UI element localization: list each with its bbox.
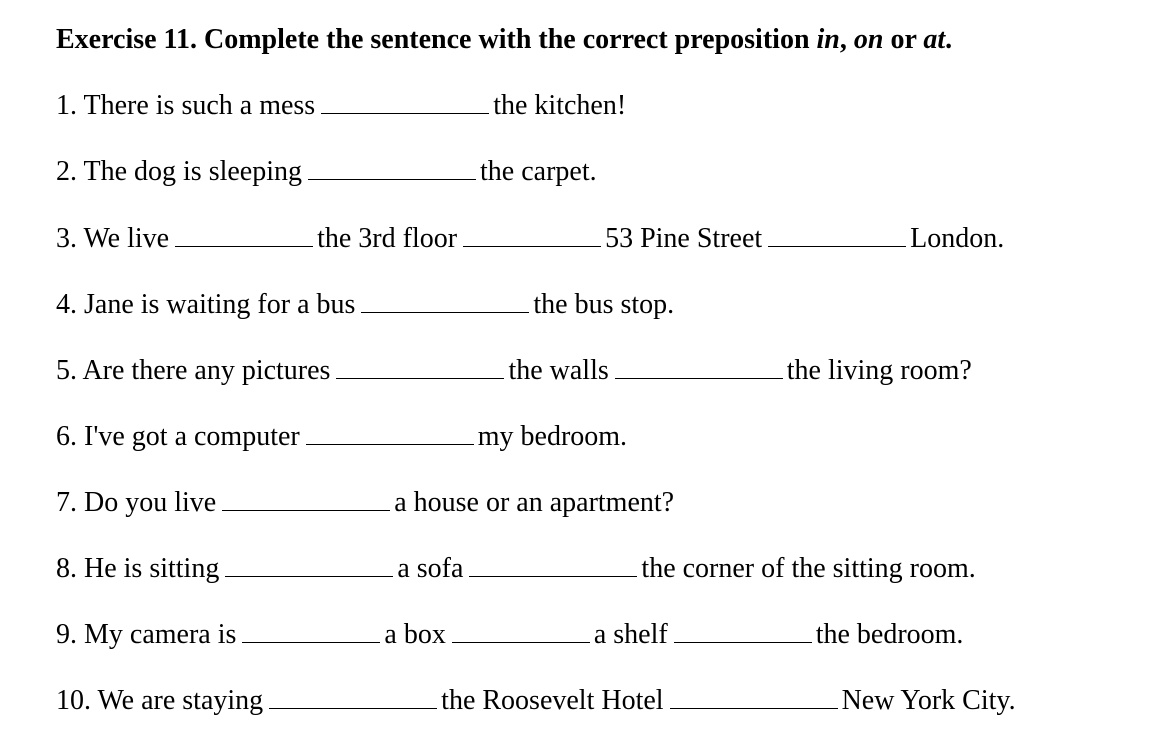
answer-blank[interactable] [768,222,906,247]
sentence-1: 1. There is such a mess the kitchen! [56,90,627,121]
sentence-9: 9. My camera is a box a shelf the bedroom. [56,619,964,650]
sentence-3: 3. We live the 3rd floor 53 Pine Street London. [56,223,1005,254]
answer-blank[interactable] [225,552,393,577]
sentence-4: 4. Jane is waiting for a bus the bus stop. [56,289,675,320]
answer-blank[interactable] [175,222,313,247]
answer-blank[interactable] [242,618,380,643]
sentence-10: 10. We are staying the Roosevelt Hotel New York City. [56,685,1016,716]
sentence-8: 8. He is sitting a sofa the corner of the sitting room. [56,553,976,584]
answer-blank[interactable] [469,552,637,577]
answer-blank[interactable] [361,288,529,313]
answer-blank[interactable] [463,222,601,247]
exercise-title: Exercise 11. Complete the sentence with the correct preposition in, on or at. [56,24,953,55]
answer-blank[interactable] [306,420,474,445]
answer-blank[interactable] [269,684,437,709]
answer-blank[interactable] [674,618,812,643]
answer-blank[interactable] [222,486,390,511]
answer-blank[interactable] [670,684,838,709]
answer-blank[interactable] [336,354,504,379]
answer-blank[interactable] [615,354,783,379]
answer-blank[interactable] [321,89,489,114]
sentence-6: 6. I've got a computer my bedroom. [56,421,628,452]
answer-blank[interactable] [452,618,590,643]
sentence-5: 5. Are there any pictures the walls the living room? [56,355,972,386]
sentence-2: 2. The dog is sleeping the carpet. [56,156,597,187]
answer-blank[interactable] [308,155,476,180]
sentence-7: 7. Do you live a house or an apartment? [56,487,675,518]
